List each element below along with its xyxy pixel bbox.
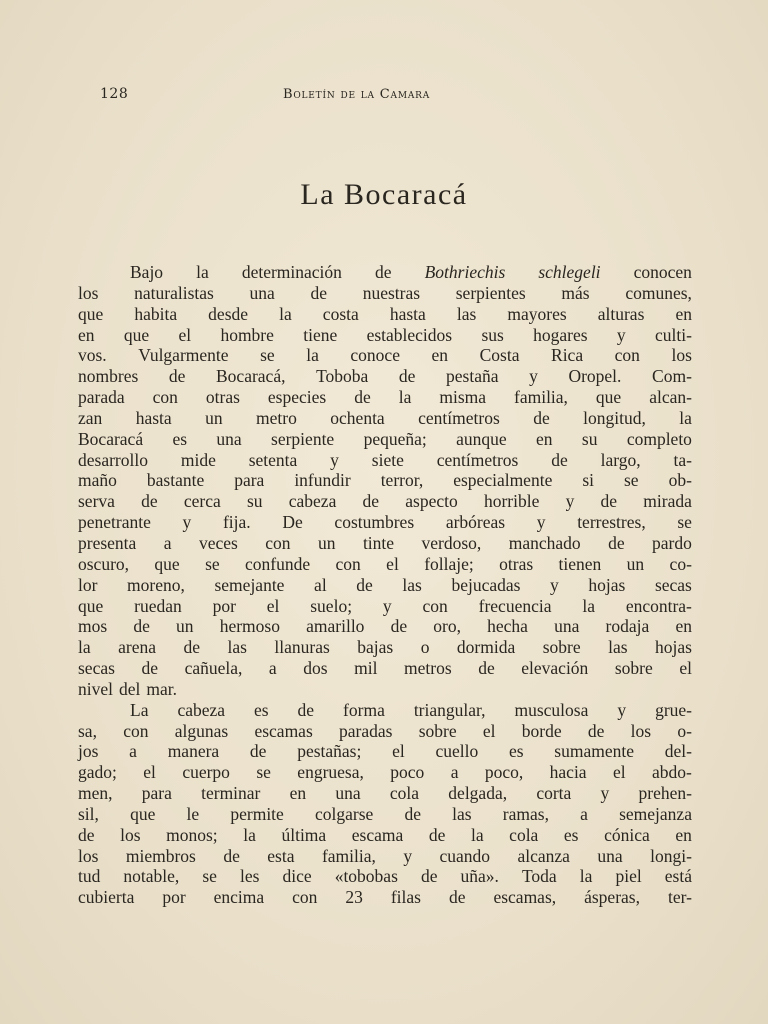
text-line: penetrante y fija. De costumbres arbóreas y terrestres, se xyxy=(78,512,692,533)
text-line: tud notable, se les dice «tobobas de uña». Toda la piel está xyxy=(78,866,692,887)
text-line: sa, con algunas escamas paradas sobre el borde de los o- xyxy=(78,720,692,741)
text-line: gado; el cuerpo se engruesa, poco a poco, hacia el abdo- xyxy=(78,762,692,783)
text-line: cubierta por encima con 23 filas de escamas, ásperas, ter- xyxy=(78,887,692,908)
text-line: secas de cañuela, a dos mil metros de elevación sobre el xyxy=(78,658,692,679)
text-line: que habita desde la costa hasta las mayores alturas en xyxy=(78,303,692,324)
text-line: los naturalistas una de nuestras serpientes más comunes, xyxy=(78,282,692,303)
text-line: lor moreno, semejante al de las bejucadas y hojas secas xyxy=(78,574,692,595)
text-line: Bajo la determinación de Bothriechis schlegeli conocen xyxy=(130,262,692,282)
article-title: La Bocaracá xyxy=(300,178,468,211)
page-number: 128 xyxy=(100,86,129,102)
paragraph xyxy=(78,262,692,700)
text-line: maño bastante para infundir terror, especialmente si se ob- xyxy=(78,470,692,491)
text-line: mos de un hermoso amarillo de oro, hecha una rodaja en xyxy=(78,616,692,637)
text-line: desarrollo mide setenta y siete centímetros de largo, ta- xyxy=(78,449,692,470)
text-line: Bocaracá es una serpiente pequeña; aunque en su completo xyxy=(78,428,692,449)
text-line: oscuro, que se confunde con el follaje; otras tienen un co- xyxy=(78,553,692,574)
text-line: presenta a veces con un tinte verdoso, manchado de pardo xyxy=(78,532,692,553)
text-line: los miembros de esta familia, y cuando alcanza una longi- xyxy=(78,845,692,866)
page-header xyxy=(100,86,500,106)
text-line: parada con otras especies de la misma familia, que alcan- xyxy=(78,387,692,408)
text-line: que ruedan por el suelo; y con frecuencia la encontra- xyxy=(78,595,692,616)
paragraph xyxy=(78,700,692,908)
text-line: men, para terminar en una cola delgada, corta y prehen- xyxy=(78,783,692,804)
text-line: vos. Vulgarmente se la conoce en Costa Rica con los xyxy=(78,345,692,366)
text-line: en que el hombre tiene establecidos sus hogares y culti- xyxy=(78,324,692,345)
text-line: zan hasta un metro ochenta centímetros de longitud, la xyxy=(78,407,692,428)
text-line: La cabeza es de forma triangular, musculosa y grue- xyxy=(130,699,692,720)
running-title: Boletín de la Camara xyxy=(283,87,431,102)
article-body xyxy=(78,262,692,908)
text-line: la arena de las llanuras bajas o dormida sobre las hojas xyxy=(78,637,692,658)
text-line: nombres de Bocaracá, Toboba de pestaña y Oropel. Com- xyxy=(78,366,692,387)
text-line: nivel del mar. xyxy=(78,678,178,699)
text-line: de los monos; la última escama de la cola es cónica en xyxy=(78,824,692,845)
text-line: serva de cerca su cabeza de aspecto horrible y de mirada xyxy=(78,491,692,512)
text-line: jos a manera de pestañas; el cuello es sumamente del- xyxy=(78,741,692,762)
text-line: sil, que le permite colgarse de las ramas, a semejanza xyxy=(78,803,692,824)
